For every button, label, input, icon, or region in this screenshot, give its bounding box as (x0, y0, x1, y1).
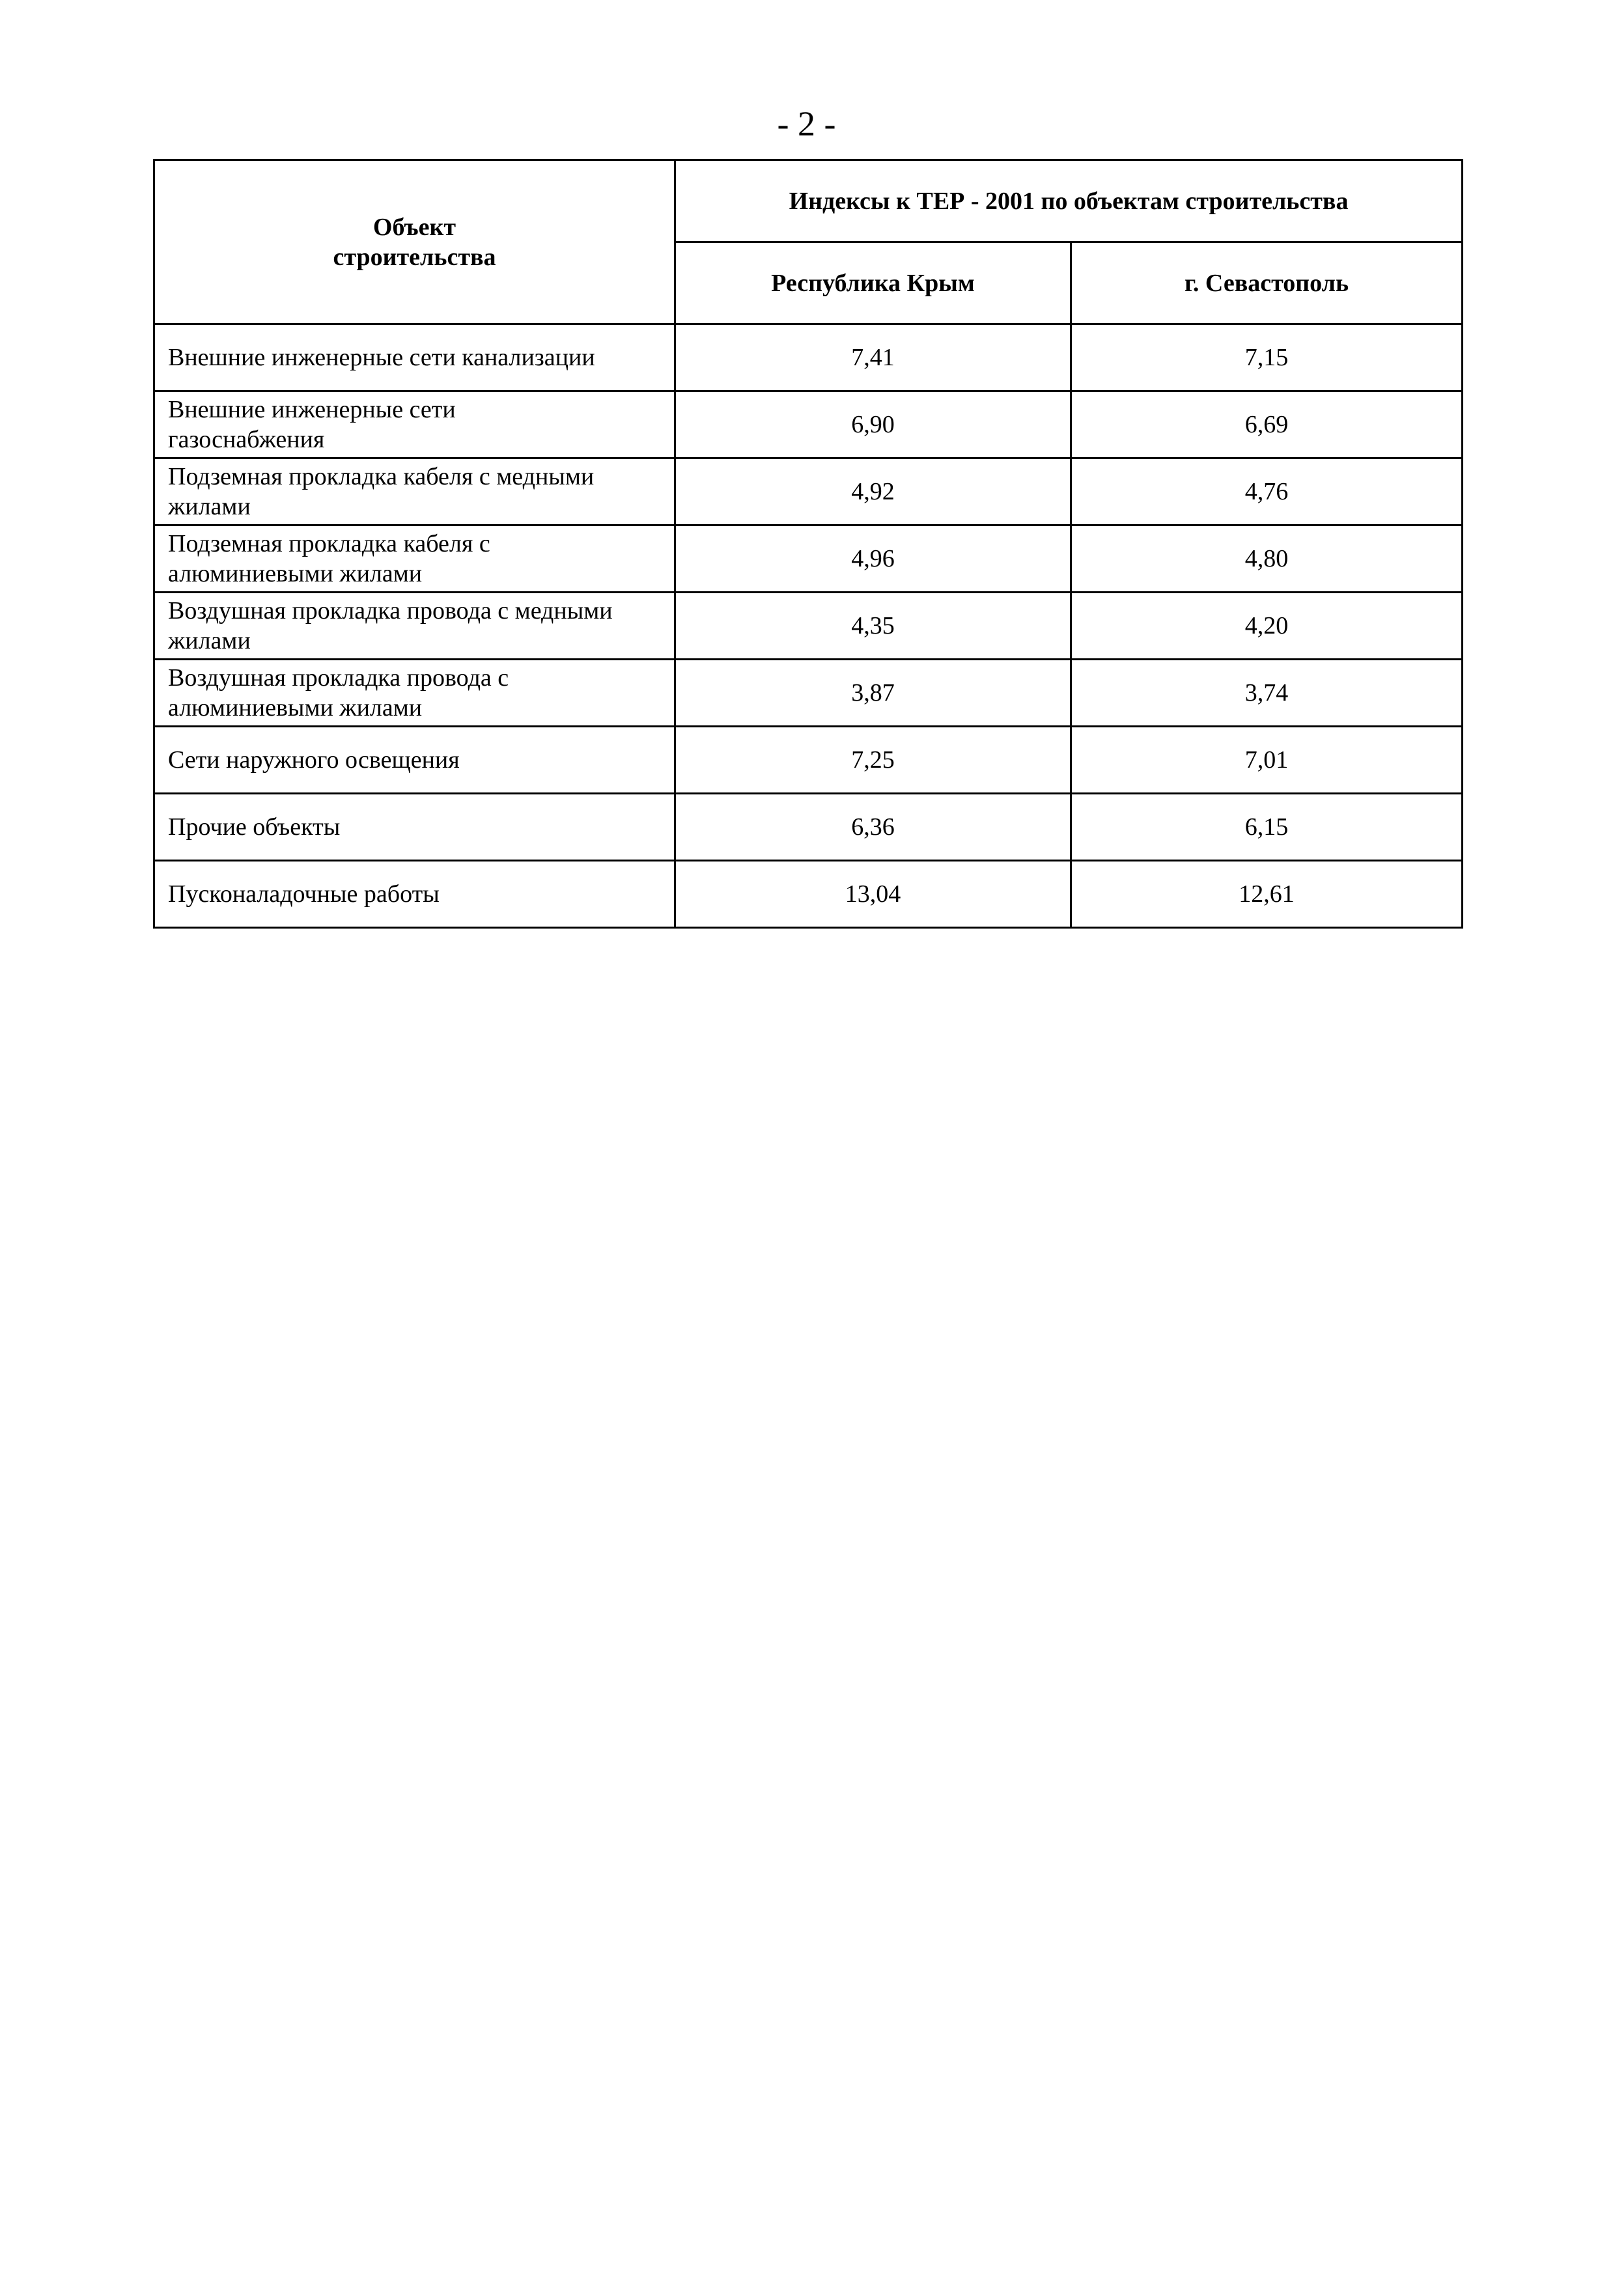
page-number: - 2 - (777, 104, 836, 143)
row-sevastopol: 4,76 (1071, 458, 1463, 525)
header-object: Объект строительства (154, 160, 675, 324)
row-sevastopol: 4,80 (1071, 525, 1463, 593)
row-name: Сети наружного освещения (154, 727, 675, 794)
row-crimea: 7,25 (675, 727, 1071, 794)
row-crimea: 3,87 (675, 660, 1071, 727)
row-sevastopol: 3,74 (1071, 660, 1463, 727)
header-sevastopol: г. Севастополь (1071, 242, 1463, 324)
row-sevastopol: 7,01 (1071, 727, 1463, 794)
index-table (153, 159, 1463, 929)
table-row (154, 525, 1463, 593)
header-crimea: Республика Крым (675, 242, 1071, 324)
row-crimea: 6,36 (675, 794, 1071, 861)
table-row (154, 727, 1463, 794)
row-sevastopol: 6,69 (1071, 391, 1463, 458)
row-crimea: 13,04 (675, 861, 1071, 928)
table-row (154, 794, 1463, 861)
row-sevastopol: 6,15 (1071, 794, 1463, 861)
row-name: Пусконаладочные работы (154, 861, 675, 928)
table-row (154, 391, 1463, 458)
table-row (154, 861, 1463, 928)
table-row (154, 660, 1463, 727)
row-crimea: 6,90 (675, 391, 1071, 458)
row-crimea: 4,96 (675, 525, 1071, 593)
row-crimea: 4,92 (675, 458, 1071, 525)
table-row (154, 458, 1463, 525)
table-row (154, 324, 1463, 391)
row-sevastopol: 7,15 (1071, 324, 1463, 391)
row-name: Внешние инженерные сети газоснабжения (154, 391, 675, 458)
table-row (154, 593, 1463, 660)
row-crimea: 7,41 (675, 324, 1071, 391)
row-name: Прочие объекты (154, 794, 675, 861)
row-name: Воздушная прокладка провода с медными жилами (154, 593, 675, 660)
header-group: Индексы к ТЕР - 2001 по объектам строительства (675, 160, 1463, 242)
row-sevastopol: 4,20 (1071, 593, 1463, 660)
row-name: Подземная прокладка кабеля с медными жилами (154, 458, 675, 525)
row-crimea: 4,35 (675, 593, 1071, 660)
row-name: Внешние инженерные сети канализации (154, 324, 675, 391)
row-name: Воздушная прокладка провода с алюминиевыми жилами (154, 660, 675, 727)
row-sevastopol: 12,61 (1071, 861, 1463, 928)
row-name: Подземная прокладка кабеля с алюминиевыми жилами (154, 525, 675, 593)
